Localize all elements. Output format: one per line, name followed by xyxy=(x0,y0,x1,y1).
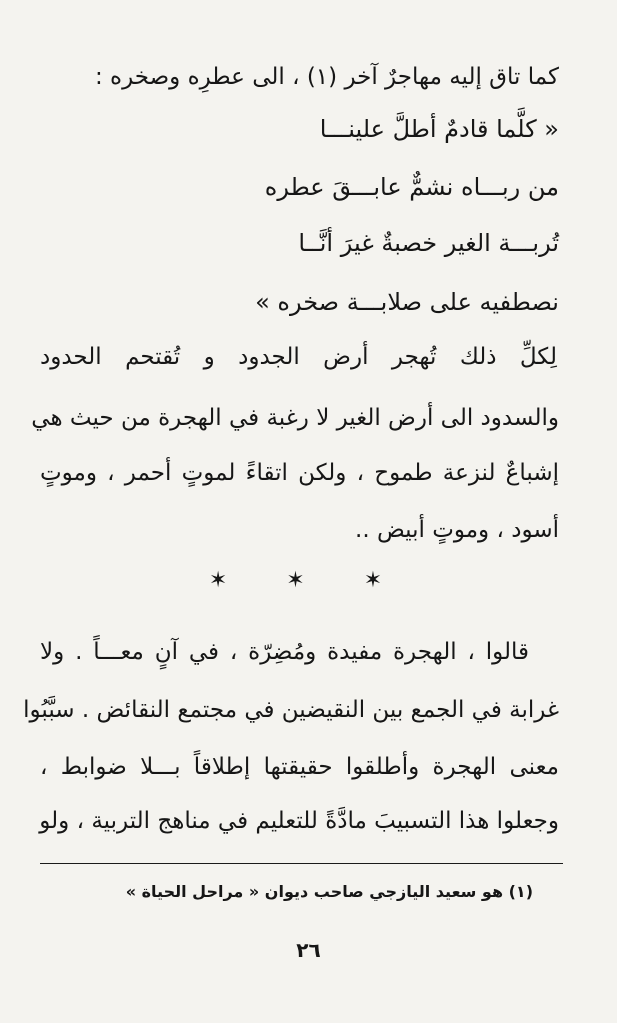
paragraph-line-4: أسود ، وموتٍ أبيض .. xyxy=(355,517,559,543)
text-line-1: كما تاق إليه مهاجرٌ آخر (١) ، الى عطرِه وصخره : xyxy=(94,64,559,90)
paragraph2-line-3: معنى الهجرة وأطلقوا حقيقتها إطلاقاً بـــلا ضوابط ، xyxy=(40,754,559,780)
paragraph2-line-2: غرابة في الجمع بين النقيضين في مجتمع النقائض . سبَّبُوا xyxy=(23,697,559,723)
section-separator: ✶ ✶ ✶ xyxy=(208,568,409,593)
footnote: (١) هو سعيد اليازجي صاحب ديوان « مراحل الحياة » xyxy=(125,882,533,901)
poem-line-3: تُربـــة الغير خصبةٌ غيرَ أنَّــا xyxy=(298,229,559,257)
paragraph2-line-1: قالوا ، الهجرة مفيدة ومُضِرّة ، في آنٍ معـــاً . ولا xyxy=(40,639,529,665)
poem-line-2: من ربـــاه نشمٌّ عابـــقَ عطره xyxy=(264,173,559,201)
paragraph-line-3: إشباعٌ لنزعة طموح ، ولكن اتقاءً لموتٍ أحمر ، وموتٍ xyxy=(40,460,559,486)
poem-line-1: « كلَّما قادمٌ أطلَّ علينـــا xyxy=(319,115,559,143)
paragraph-line-2: والسدود الى أرض الغير لا رغبة في الهجرة من حيث هي xyxy=(31,405,559,431)
page-number: ٢٦ xyxy=(296,938,321,962)
poem-line-4: نصطفيه على صلابـــة صخره » xyxy=(255,288,559,316)
paragraph2-line-4: وجعلوا هذا التسبيبَ مادَّةً للتعليم في مناهج التربية ، ولو xyxy=(39,808,559,834)
paragraph-line-1: لِكلِّ ذلك تُهجر أرض الجدود و تُقتحم الحدود xyxy=(40,344,557,370)
footnote-divider xyxy=(40,863,563,864)
